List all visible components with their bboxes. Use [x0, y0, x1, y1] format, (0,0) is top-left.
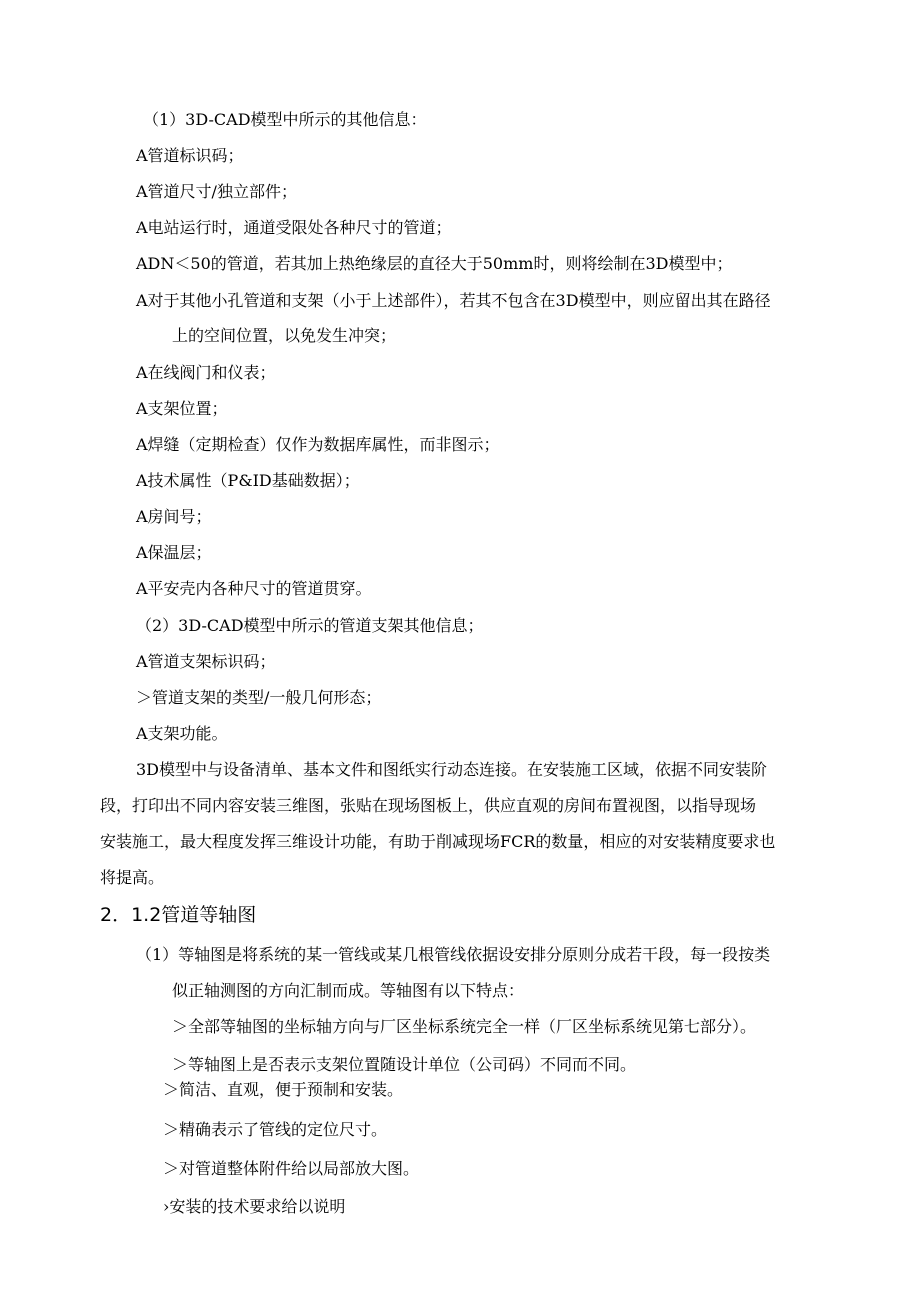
list-item: A房间号； [136, 507, 212, 526]
list-item: ＞全部等轴图的坐标轴方向与厂区坐标系统完全一样（厂区坐标系统见第七部分）。 [172, 1017, 757, 1036]
list-item: A管道尺寸/独立部件； [136, 182, 297, 201]
paragraph-line: 将提高。 [100, 868, 165, 887]
section-3-line: 似正轴测图的方向汇制而成。等轴图有以下特点： [172, 981, 525, 1000]
list-item: A技术属性（P&ID基础数据）； [136, 471, 360, 490]
list-item: A平安壳内各种尺寸的管道贯穿。 [136, 579, 372, 598]
list-item: ＞管道支架的类型/一般几何形态； [136, 688, 382, 707]
list-item: ＞对管道整体附件给以局部放大图。 [163, 1159, 420, 1178]
list-item: A管道支架标识码； [136, 652, 276, 671]
list-item: ＞等轴图上是否表示支架位置随设计单位（公司码）不同而不同。 [172, 1055, 637, 1074]
list-item: A支架位置； [136, 399, 228, 418]
list-item: A保温层； [136, 543, 212, 562]
paragraph-line: 3D模型中与设备清单、基本文件和图纸实行动态连接。在安装施工区域，依据不同安装阶 [136, 760, 768, 779]
list-item: A对于其他小孔管道和支架（小于上述部件），若其不包含在3D模型中，则应留出其在路径 [136, 291, 771, 310]
list-item: ＞精确表示了管线的定位尺寸。 [163, 1120, 388, 1139]
paragraph-line: 段，打印出不同内容安装三维图，张贴在现场图板上，供应直观的房间布置视图，以指导现场 [100, 796, 757, 815]
list-item-continuation: 上的空间位置，以免发生冲突； [172, 326, 397, 345]
paragraph-line: 安装施工，最大程度发挥三维设计功能，有助于削减现场FCR的数量，相应的对安装精度要求也 [100, 832, 776, 851]
section-1-title: （1）3D-CAD模型中所示的其他信息： [143, 110, 427, 129]
list-item: A在线阀门和仪表； [136, 363, 276, 382]
list-item: A管道标识码； [136, 146, 244, 165]
list-item: ADN＜50的管道，若其加上热绝缘层的直径大于50mm时，则将绘制在3D模型中； [136, 254, 733, 273]
list-item: A电站运行时，通道受限处各种尺寸的管道； [136, 218, 452, 237]
section-heading: 2．1.2管道等轴图 [100, 904, 257, 926]
list-item: ›安装的技术要求给以说明 [163, 1197, 346, 1216]
section-3-line: （1）等轴图是将系统的某一管线或某几根管线依据设安排分原则分成若干段，每一段按类 [136, 945, 771, 964]
list-item: A焊缝（定期检查）仅作为数据库属性，而非图示； [136, 435, 500, 454]
list-item: A支架功能。 [136, 724, 228, 743]
section-2-title: （2）3D-CAD模型中所示的管道支架其他信息； [136, 616, 484, 635]
list-item: ＞简洁、直观，便于预制和安装。 [163, 1080, 404, 1099]
